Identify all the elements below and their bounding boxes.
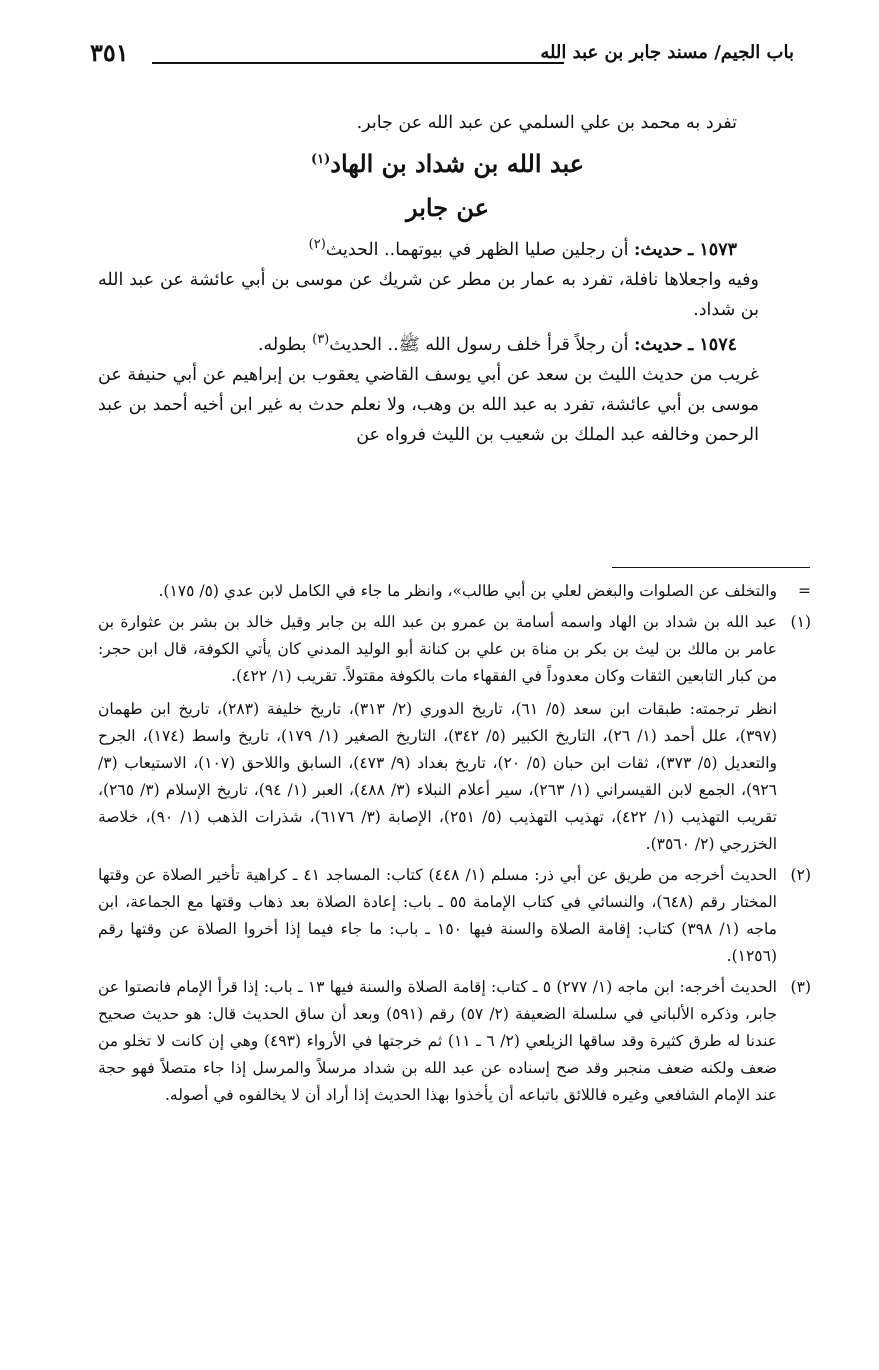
- hadith-label: حديث:: [634, 334, 683, 355]
- footnote-text: عبد الله بن شداد بن الهاد واسمه أسامة بن عمرو بن عبد الله بن جابر وقيل خالد بن بشر بن عثوارة بن عامر بن مالك بن ليث بن بكر بن مناة بن علي بن كنانة أبو الوليد المدني كان يأتي الكوفة، قال ابن حجر: من كبار التابعين الثقات وكان معدوداً في الفقهاء مات بالكوفة مقتولاً. تقريب (١/ ٤٢٢).: [98, 613, 777, 685]
- paragraph-1573: وفيه واجعلاها نافلة، تفرد به عمار بن مطر عن شريك عن موسى بن أبي عائشة عن عبد الله بن شداد.: [98, 269, 759, 320]
- footnote-marker: (٢): [790, 866, 811, 884]
- hadith-1574: [98, 325, 797, 360]
- header-rule: [152, 62, 564, 64]
- page-number: ٣٥١: [90, 38, 129, 67]
- footnote-marker: =: [798, 582, 811, 600]
- footnote-text: والتخلف عن الصلوات والبغض لعلي بن أبي طالب»، وانظر ما جاء في الكامل لابن عدي (٥/ ١٧٥).: [158, 582, 777, 600]
- hadith-text-end: بطوله.: [257, 334, 307, 355]
- footnote-text-references: انظر ترجمته: طبقات ابن سعد (٥/ ٦١)، تاريخ الدوري (٢/ ٣١٣)، تاريخ خليفة (٢٨٣)، تاريخ ابن طهمان (٣٩٧)، علل أحمد (١/ ٢٦)، التاريخ الكبير (٥/ ٣٤٢)، التاريخ الصغير (١/ ١٧٩)، تاريخ واسط (١٧٤)، الجرح والتعديل (٥/ ٣٧٣)، ثقات ابن حبان (٥/ ٢٠)، تاريخ بغداد (٩/ ٤٧٣)، السابق واللاحق (١٠٧)، الاستيعاب (٣/ ٩٢٦)، الجمع لابن القيسراني (١/ ٢٦٣)، سير أعلام النبلاء (٣/ ٤٨٨)، العبر (١/ ٩٤)، تاريخ الإسلام (٣/ ٢٦٥)، تقريب التهذيب (١/ ٤٢٢)، تهذيب التهذيب (٥/ ٢٥١)، الإصابة (٣/ ٦١٧٦)، شذرات الذهب (١/ ٩٠)، خلاصة الخزرجي (٢/ ٣٥٦٠).: [98, 700, 778, 853]
- hadith-number: ١٥٧٤ ـ: [688, 334, 737, 355]
- footnote-marker: (١): [790, 613, 811, 631]
- footnote-divider: [612, 567, 810, 568]
- heading-text: عبد الله بن شداد بن الهاد: [330, 149, 585, 178]
- running-title: باب الجيم/ مسند جابر بن عبد الله: [540, 42, 794, 63]
- hadith-label: حديث:: [634, 239, 683, 260]
- footnote-3: [98, 974, 811, 1109]
- footnote-2: [98, 862, 811, 970]
- hadith-text: أن رجلاً قرأ خلف رسول الله ﷺ.. الحديث: [329, 334, 629, 355]
- footnote-ref-2: (٢): [308, 237, 326, 252]
- footnote-text: الحديث أخرجه: ابن ماجه (١/ ٢٧٧) ٥ ـ كتاب: إقامة الصلاة والسنة فيها ١٣ ـ باب: إذا قرأ الإمام فانصتوا عن جابر، وذكره الألباني في سلسلة الضعيفة (٢/ ٥٧) رقم (٥٩١) وبعد أن ساق الحديث قال: هو حديث صحيح عندنا له طرق كثيرة وقد ساقها الزيلعي (٢/ ٦ ـ ١١) ثم خرجتها في الأرواء (٤٩٣) وهي إن كانت لا تخلو من ضعف ولكنه ضعف منجبر وقد صح إسناده عن عبد الله بن شداد مرسلاً والمرسل إذا جاء متصلاً فهو حجة عند الإمام الشافعي وغيره فاللائق باتباعه أن يأخذوا بهذا الحديث إذا أراد أن لا يخالفوه في أصوله.: [98, 978, 778, 1104]
- hadith-text: أن رجلين صليا الظهر في بيوتهما.. الحديث: [325, 239, 629, 260]
- footnote-text: الحديث أخرجه من طريق عن أبي ذر: مسلم (١/ ٤٤٨) كتاب: المساجد ٤١ ـ كراهية تأخير الصلاة عن وقتها المختار رقم (٦٤٨)، والنسائي في كتاب الإمامة ٥٥ ـ باب: إعادة الصلاة بعد ذهاب وقتها مع الجماعة، ابن ماجه (١/ ٣٩٨) كتاب: إقامة الصلاة والسنة فيها ١٥٠ ـ باب: ما جاء فيما إذا أخروا الصلاة عن وقتها رقم (١٢٥٦).: [98, 866, 777, 965]
- footnotes: [98, 578, 811, 1113]
- footnote-marker: (٣): [790, 978, 811, 996]
- intro-line: تفرد به محمد بن علي السلمي عن عبد الله عن جابر.: [356, 113, 737, 133]
- paragraph-1574: غريب من حديث الليث بن سعد عن أبي يوسف القاضي يعقوب بن إبراهيم عن أبي حنيفة عن موسى بن أبي عائشة، تفرد به عبد الله بن وهب، ولا نعلم حدث به غير ابن أخيه أحمد بن عبد الرحمن وخالفه عبد الملك بن شعيب بن الليث فرواه عن: [98, 364, 759, 445]
- main-text: [98, 108, 797, 450]
- footnote-ref-3: (٣): [312, 331, 330, 347]
- page-header: [90, 36, 794, 76]
- section-heading: [98, 138, 797, 186]
- footnote-1: [98, 609, 811, 858]
- hadith-1573: [98, 230, 797, 265]
- hadith-number: ١٥٧٣ ـ: [688, 239, 737, 260]
- section-subheading: عن جابر: [405, 193, 489, 222]
- footnote-ref-1: (١): [310, 152, 331, 167]
- footnote-continued: [98, 578, 811, 605]
